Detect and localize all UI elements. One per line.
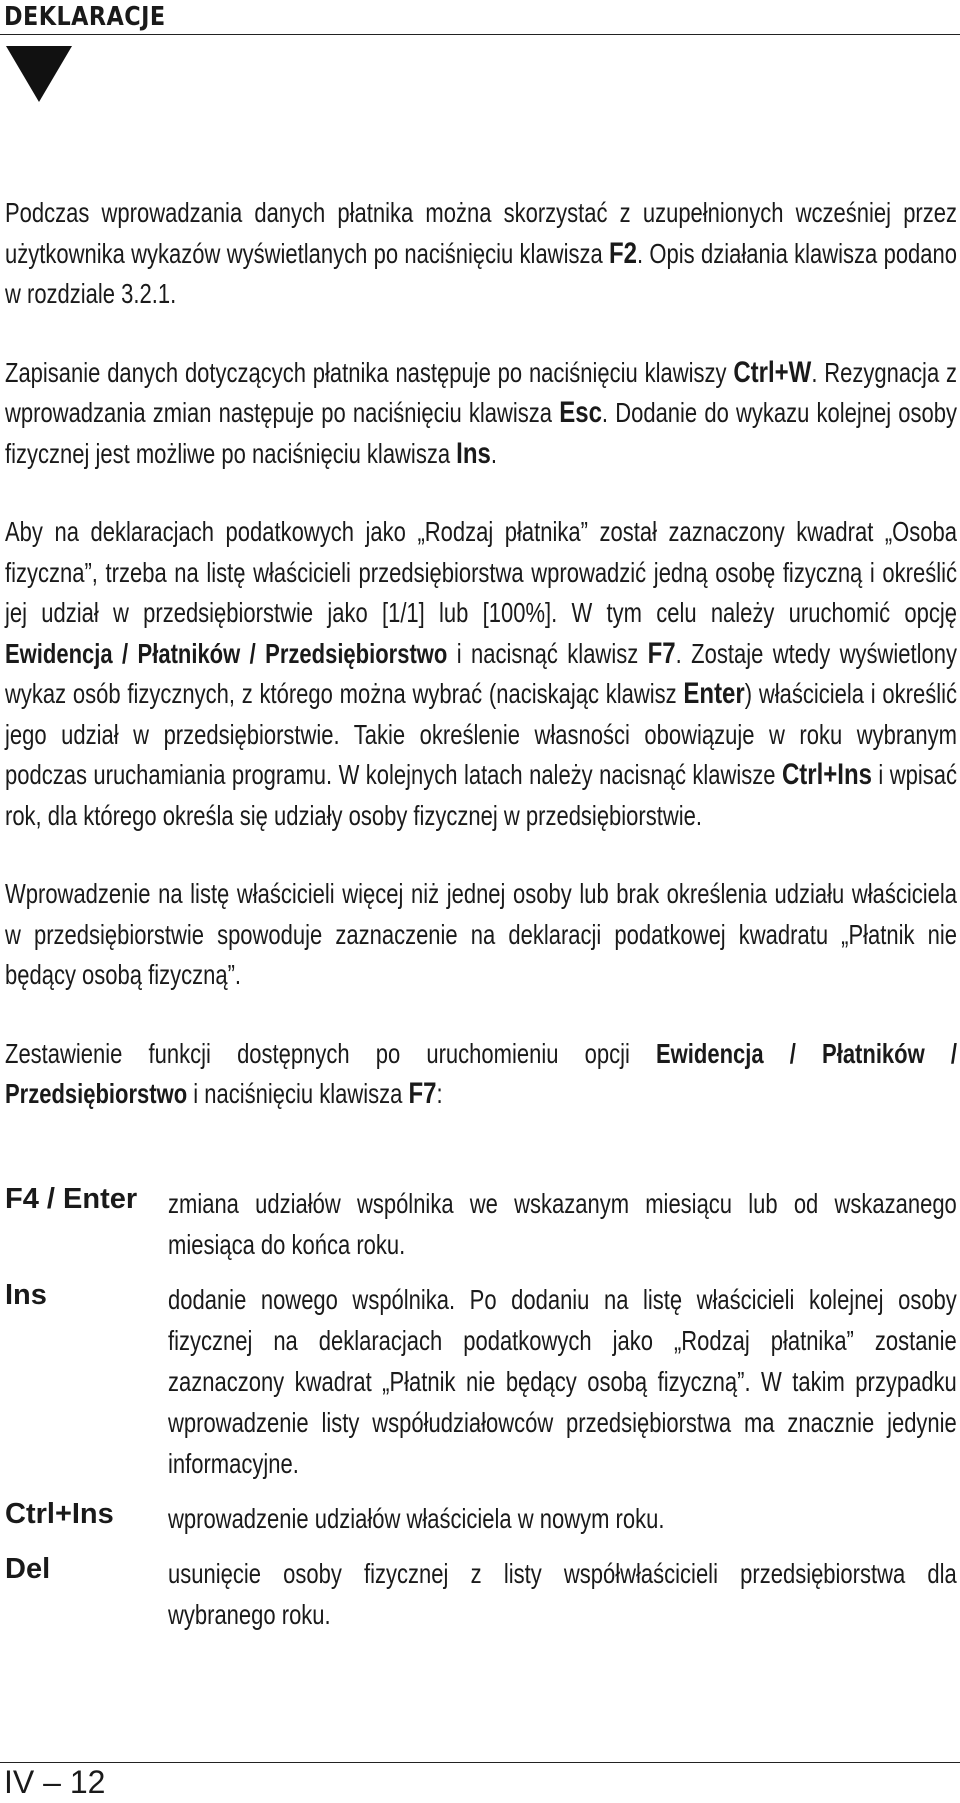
function-key: Ctrl+Ins <box>5 1498 114 1530</box>
header-divider <box>0 34 960 35</box>
main-text <box>5 193 957 1153</box>
list-item <box>5 1498 957 1539</box>
paragraph-2: Zapisanie danych dotyczących płatnika następuje po naciśnięciu klawiszy Ctrl+W. Rezygnacja z wprowadzania zmian następuje po naciśnięciu klawisza Esc. Dodanie do wykazu kolejnej osoby fizycznej jest możliwe po naciśnięciu klawisza Ins. <box>5 355 957 470</box>
paragraph-4: Wprowadzenie na listę właścicieli więcej niż jednej osoby lub brak określenia udziału właściciela w przedsiębiorstwie spowoduje zaznaczenie na deklaracji podatkowej kwadratu „Płatnik nie będący osobą fizyczną”. <box>5 878 957 990</box>
function-list <box>5 1183 957 1649</box>
function-key: Del <box>5 1553 51 1585</box>
function-description: usunięcie osoby fizycznej z listy współwłaścicieli przedsiębiorstwa dla wybranego roku. <box>168 1558 957 1630</box>
footer-divider <box>0 1762 960 1763</box>
triangle-marker-icon <box>6 46 72 102</box>
key-f7: F7 <box>647 636 676 670</box>
function-description: zmiana udziałów wspólnika we wskazanym miesiącu lub od wskazanego miesiąca do końca roku. <box>168 1188 957 1260</box>
menu-path: Ewidencja / Płatników / Przedsiębiorstwo <box>5 637 448 669</box>
list-item <box>5 1183 957 1265</box>
function-key: F4 / Enter <box>5 1183 138 1215</box>
paragraph-3: Aby na deklaracjach podatkowych jako „Rodzaj płatnika” został zaznaczony kwadrat „Osoba fizyczna”, trzeba na listę właścicieli przedsiębiorstwa wprowadzić jedną osobę fizyczną i określić jej udział w przedsiębiorstwie jako [1/1] lub [100%]. W tym celu należy uruchomić opcję Ewidencja / Płatników / Przedsiębiorstwo i nacisnąć klawisz F7. Zostaje wtedy wyświetlony wykaz osób fizycznych, z którego można wybrać (naciskając klawisz Enter) właściciela i określić jego udział w przedsiębiorstwie. Takie określenie własności obowiązuje w roku wybranym podczas uruchamiania programu. W kolejnych latach należy nacisnąć klawisze Ctrl+Ins i wpisać rok, dla którego określa się udziały osoby fizycznej w przedsiębiorstwie. <box>5 516 957 831</box>
menu-path: Ewidencja / Płatników / Przedsiębiorstwo <box>5 1037 957 1109</box>
paragraph-1: Podczas wprowadzania danych płatnika można skorzystać z uzupełnionych wcześniej przez użytkownika wykazów wyświetlanych po naciśnięciu klawisza F2. Opis działania klawisza podano w rozdziale 3.2.1. <box>5 197 957 309</box>
section-title: DEKLARACJE <box>4 2 166 32</box>
function-description: wprowadzenie udziałów właściciela w nowym roku. <box>168 1503 665 1534</box>
key-f7: F7 <box>408 1077 437 1110</box>
page-number: IV – 12 <box>4 1764 106 1800</box>
key-f2: F2 <box>609 236 638 270</box>
key-ctrl-ins: Ctrl+Ins <box>781 758 872 791</box>
key-esc: Esc <box>559 396 602 429</box>
function-key: Ins <box>5 1279 47 1311</box>
list-item <box>5 1279 957 1484</box>
paragraph-5: Zestawienie funkcji dostępnych po uruchomieniu opcji Ewidencja / Płatników / Przedsiębiorstwo i naciśnięciu klawisza F7: <box>5 1037 957 1110</box>
key-enter: Enter <box>683 677 745 710</box>
key-ctrl-w: Ctrl+W <box>733 355 812 389</box>
key-ins: Ins <box>456 436 491 470</box>
list-item <box>5 1553 957 1635</box>
function-description: dodanie nowego wspólnika. Po dodaniu na listę właścicieli kolejnej osoby fizycznej na deklaracjach podatkowych jako „Rodzaj płatnika” zostanie zaznaczony kwadrat „Płatnik nie będący osobą fizyczną”. W takim przypadku wprowadzenie listy współudziałowców przedsiębiorstwa ma znacznie jedynie informacyjne. <box>168 1284 957 1479</box>
